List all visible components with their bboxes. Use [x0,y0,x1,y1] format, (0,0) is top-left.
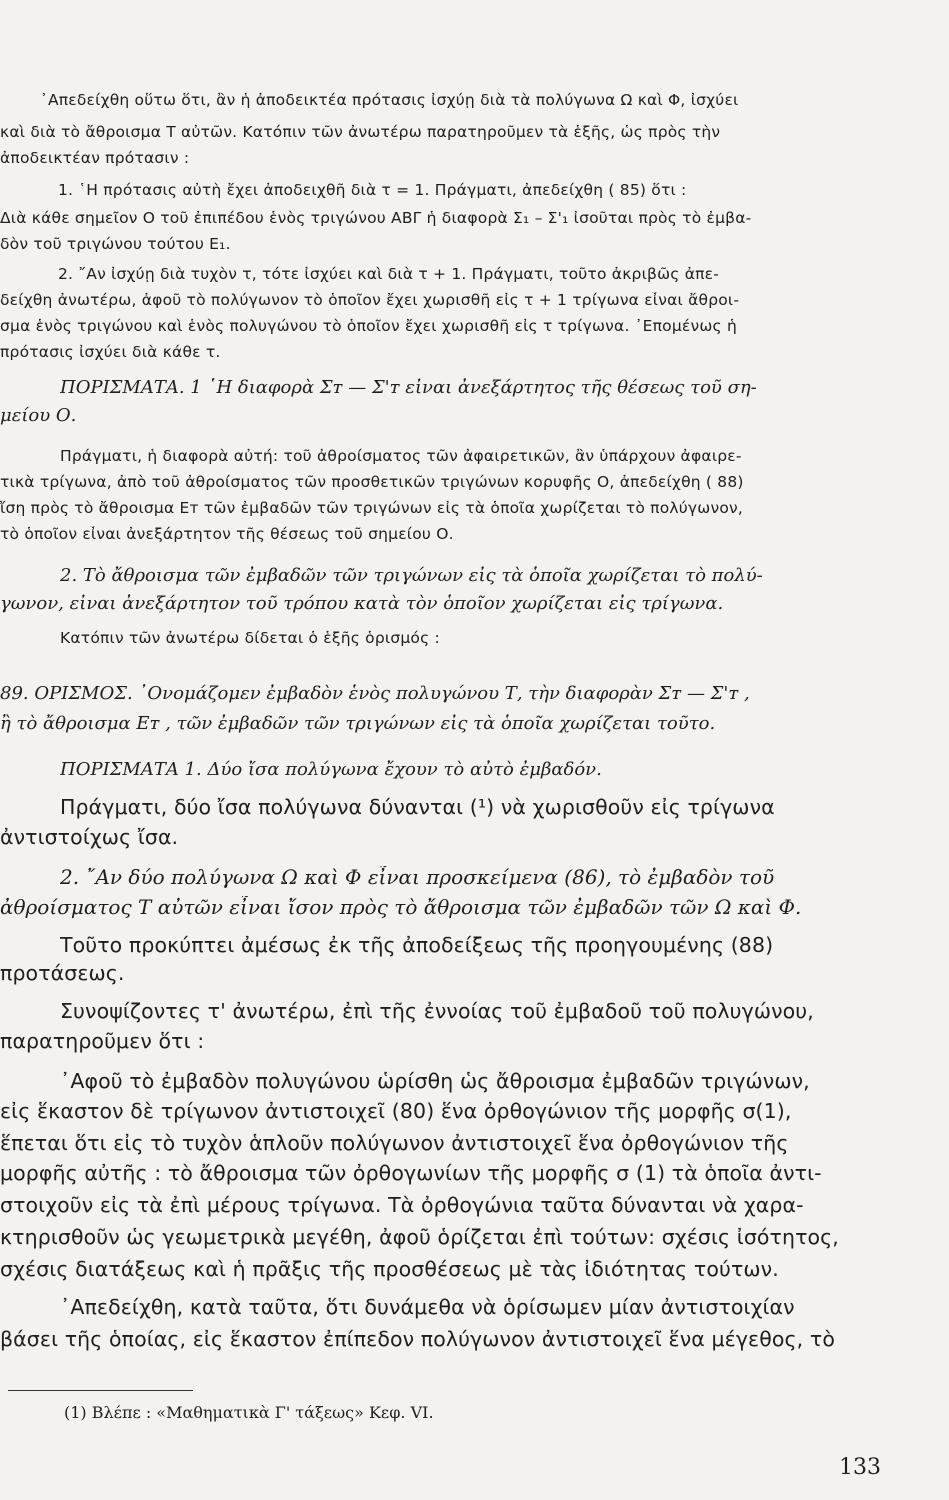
text-line: ἴση πρὸς τὸ ἄθροισμα Εᴛ τῶν ἐμβαδῶν τῶν τριγώνων εἰς τὰ ὁποῖα χωρίζεται τὸ πολύγωνον, [0,500,744,517]
text-line: 2. ῎Αν δύο πολύγωνα Ω καὶ Φ εἶναι προσκείμενα (86), τὸ ἐμβαδὸν τοῦ [60,866,775,889]
text-line: ᾿Αφοῦ τὸ ἐμβαδὸν πολυγώνου ὡρίσθη ὡς ἄθροισμα ἐμβαδῶν τριγώνων, [60,1070,810,1093]
text-line: Τοῦτο προκύπτει ἀμέσως ἐκ τῆς ἀποδείξεως τῆς προηγουμένης (88) [60,934,774,957]
text-line: μορφῆς αὐτῆς : τὸ ἄθροισμα τῶν ὀρθογωνίων τῆς μορφῆς σ (1) τὰ ὁποῖα ἀντι- [0,1162,822,1185]
corollaries-heading-line: ΠΟΡΙΣΜΑΤΑ. 1 ῾Η διαφορὰ Σᴛ — Σ'ᴛ εἶναι ἀνεξάρτητος τῆς θέσεως τοῦ ση- [60,378,757,398]
text-line: γωνον, εἶναι ἀνεξάρτητον τοῦ τρόπου κατὰ τὸν ὁποῖον χωρίζεται εἰς τρίγωνα. [0,594,724,614]
text-line: ἕπεται ὅτι εἰς τὸ τυχὸν ἁπλοῦν πολύγωνον ἀντιστοιχεῖ ἕνα ὀρθογώνιον τῆς [0,1132,789,1155]
text-line: Πράγματι, δύο ἴσα πολύγωνα δύνανται (¹) νὰ χωρισθοῦν εἰς τρίγωνα [60,796,775,819]
text-line: ᾿Απεδείχθη, κατὰ ταῦτα, ὅτι δυνάμεθα νὰ ὁρίσωμεν μίαν ἀντιστοιχίαν [60,1296,795,1319]
text-line: στοιχοῦν εἰς τὰ ἐπὶ μέρους τρίγωνα. Τὰ ὀρθογώνια ταῦτα δύνανται νὰ χαρα- [0,1194,804,1217]
text-line: ἀποδεικτέαν πρότασιν : [0,150,190,167]
corollaries-heading-line: ΠΟΡΙΣΜΑΤΑ 1. Δύο ἴσα πολύγωνα ἔχουν τὸ αὐτὸ ἐμβαδόν. [60,760,602,780]
footnote: (1) Βλέπε : «Μαθηματικὰ Γ' τάξεως» Κεφ. VI. [64,1404,434,1422]
text-line: ἀντιστοίχως ἴσα. [0,826,179,849]
text-line: τὸ ὁποῖον εἶναι ἀνεξάρτητον τῆς θέσεως τοῦ σημείου Ο. [0,526,454,543]
text-line: δείχθη ἀνωτέρω, ἀφοῦ τὸ πολύγωνον τὸ ὁποῖον ἔχει χωρισθῆ εἰς τ + 1 τρίγωνα εἶναι ἄθροι- [0,292,740,309]
text-line: Διὰ κάθε σημεῖον Ο τοῦ ἐπιπέδου ἑνὸς τριγώνου ΑΒΓ ἡ διαφορὰ Σ₁ – Σ'₁ ἰσοῦται πρὸς τὸ ἐμβα- [0,210,752,227]
text-line: καὶ διὰ τὸ ἄθροισμα Τ αὐτῶν. Κατόπιν τῶν ἀνωτέρω παρατηροῦμεν τὰ ἑξῆς, ὡς πρὸς τὴν [0,124,721,141]
text-line: ᾿Απεδείχθη οὕτω ὅτι, ἂν ἡ ἀποδεικτέα πρότασις ἰσχύῃ διὰ τὰ πολύγωνα Ω καὶ Φ, ἰσχύει [40,92,739,109]
text-line: παρατηροῦμεν ὅτι : [0,1030,205,1053]
text-line: ἢ τὸ ἄθροισμα Εᴛ , τῶν ἐμβαδῶν τῶν τριγώνων εἰς τὰ ὁποῖα χωρίζεται τοῦτο. [0,714,716,734]
text-line: Κατόπιν τῶν ἀνωτέρω δίδεται ὁ ἑξῆς ὁρισμός : [60,630,440,647]
text-line: μείου Ο. [0,406,77,426]
text-line: σχέσις διατάξεως καὶ ἡ πρᾶξις τῆς προσθέσεως μὲ τὰς ἰδιότητας τούτων. [0,1258,779,1281]
text-line: 1. ῾Η πρότασις αὐτὴ ἔχει ἀποδειχθῆ διὰ τ = 1. Πράγματι, ἀπεδείχθη ( 85) ὅτι : [58,182,687,199]
text-line: 2. ῎Αν ἰσχύῃ διὰ τυχὸν τ, τότε ἰσχύει καὶ διὰ τ + 1. Πράγματι, τοῦτο ἀκριβῶς ἀπε- [58,266,720,283]
text-line: εἰς ἕκαστον δὲ τρίγωνον ἀντιστοιχεῖ (80) ἕνα ὀρθογώνιον τῆς μορφῆς σ(1), [0,1100,792,1123]
text-line: Πράγματι, ἡ διαφορὰ αὐτή: τοῦ ἀθροίσματος τῶν ἀφαιρετικῶν, ἂν ὑπάρχουν ἀφαιρε- [60,448,742,465]
page-number: 133 [839,1455,881,1480]
footnote-divider [8,1390,193,1391]
text-line: κτηρισθοῦν ὡς γεωμετρικὰ μεγέθη, ἀφοῦ ὁρίζεται ἐπὶ τούτων: σχέσις ἰσότητος, [0,1226,839,1249]
text-line: ἀθροίσματος Τ αὐτῶν εἶναι ἴσον πρὸς τὸ ἄθροισμα τῶν ἐμβαδῶν τῶν Ω καὶ Φ. [0,896,802,919]
text-line: δὸν τοῦ τριγώνου τούτου Ε₁. [0,236,231,253]
definition-heading-line: 89. ΟΡΙΣΜΟΣ. ᾿Ονομάζομεν ἐμβαδὸν ἑνὸς πολυγώνου Τ, τὴν διαφορὰν Σᴛ — Σ'ᴛ , [0,684,750,704]
text-line: προτάσεως. [0,962,125,985]
text-line: πρότασις ἰσχύει διὰ κάθε τ. [0,344,221,361]
text-line: σμα ἑνὸς τριγώνου καὶ ἑνὸς πολυγώνου τὸ ὁποῖον ἔχει χωρισθῆ εἰς τ τρίγωνα. ᾿Επομένως ἡ [0,318,737,335]
text-line: βάσει τῆς ὁποίας, εἰς ἕκαστον ἐπίπεδον πολύγωνον ἀντιστοιχεῖ ἕνα μέγεθος, τὸ [0,1328,835,1351]
text-line: Συνοψίζοντες τ' ἀνωτέρω, ἐπὶ τῆς ἐννοίας τοῦ ἐμβαδοῦ τοῦ πολυγώνου, [60,1000,814,1023]
text-line: 2. Τὸ ἄθροισμα τῶν ἐμβαδῶν τῶν τριγώνων εἰς τὰ ὁποῖα χωρίζεται τὸ πολύ- [60,566,763,586]
text-line: τικὰ τρίγωνα, ἀπὸ τοῦ ἀθροίσματος τῶν προσθετικῶν τριγώνων κορυφῆς Ο, ἀπεδείχθη ( 88) [0,474,744,491]
